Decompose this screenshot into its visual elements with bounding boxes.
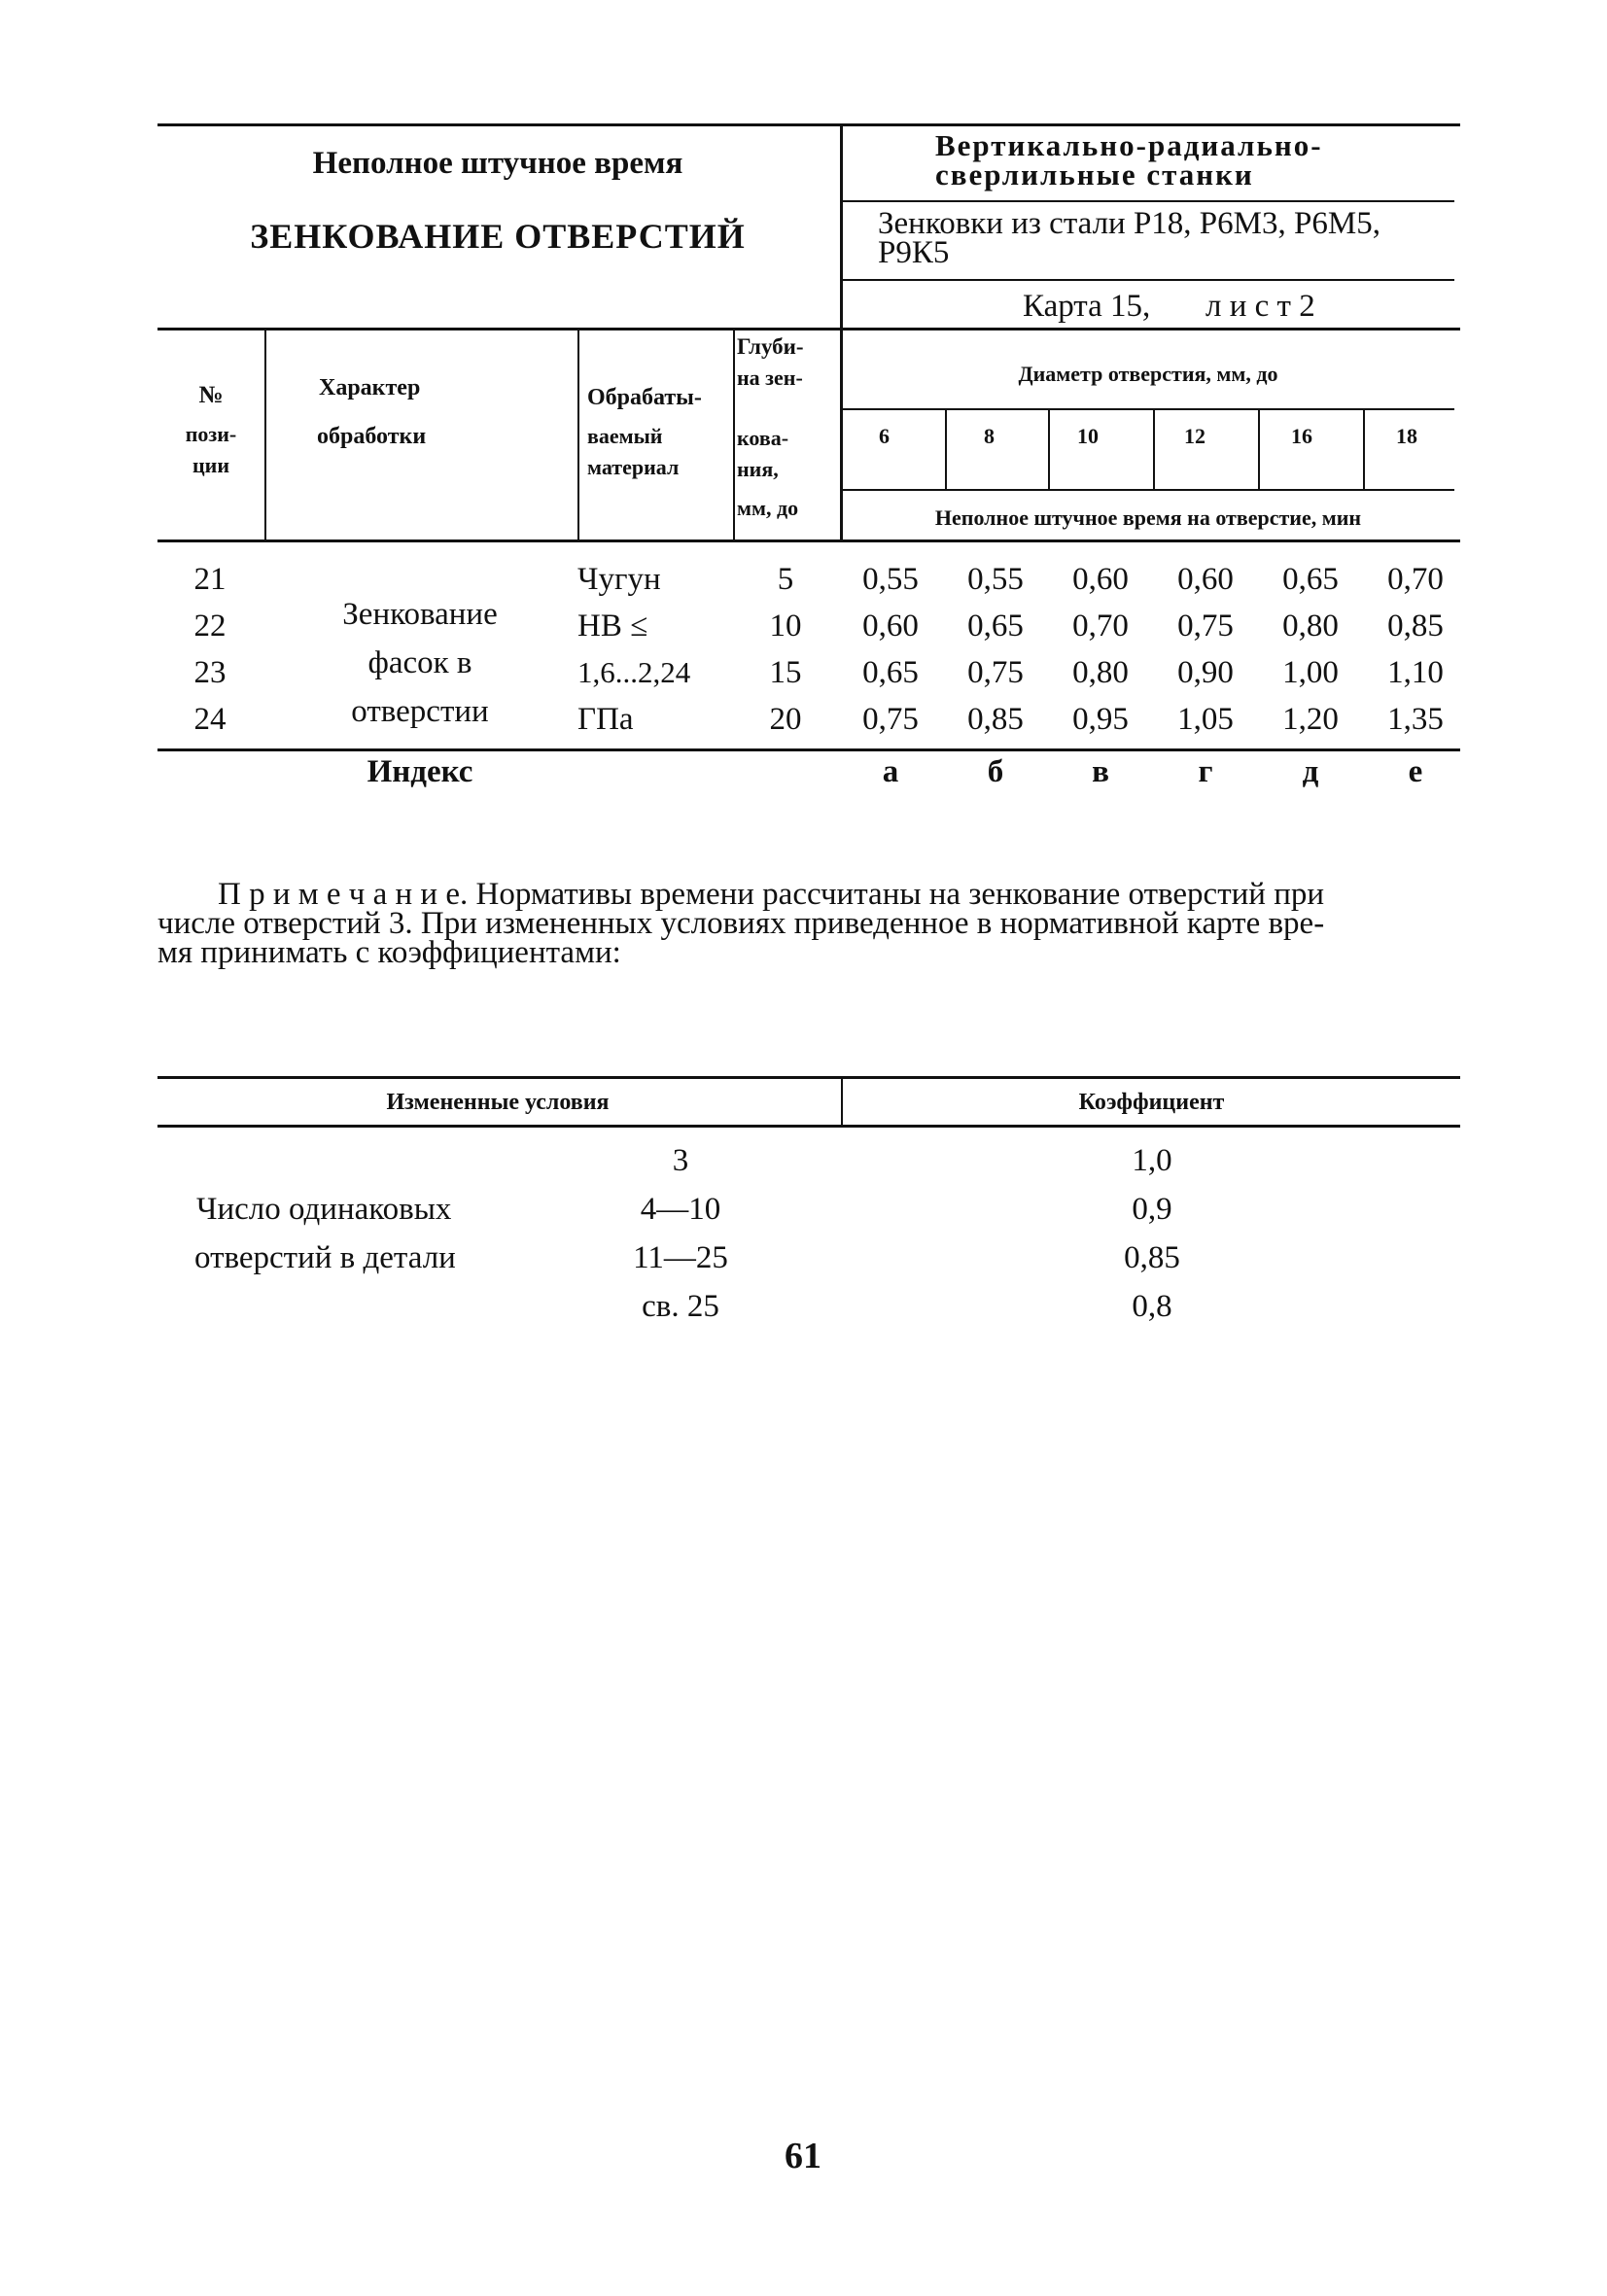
row-pos: 23 [193, 655, 227, 690]
table-cell: 0,60 [1072, 562, 1129, 597]
table-cell: 0,55 [862, 562, 919, 597]
row-depth: 10 [769, 609, 802, 644]
col-depth-5: мм, до [737, 496, 799, 520]
col-char-2: обработки [317, 424, 427, 449]
material-line-4: ГПа [577, 702, 634, 737]
coef-header-coef: Коэффициент [1078, 1090, 1225, 1115]
note-lead: П р и м е ч а н и е. [218, 877, 469, 912]
note-line-2: числе отверстий 3. При измененных условиях приведенное в нормативной карте вре- [157, 906, 1325, 941]
table-cell: 0,70 [1387, 562, 1444, 597]
card-label: Карта 15, [1023, 289, 1151, 324]
note-line-1-text: Нормативы времени рассчитаны на зенкование отверстий при [468, 877, 1325, 912]
table-cell: 0,75 [967, 655, 1024, 690]
index-cell: б [987, 754, 1004, 789]
note-paragraph [157, 877, 1480, 970]
header-right-title-1: Вертикально-радиально- [935, 128, 1323, 162]
diameter-16: 16 [1291, 424, 1312, 448]
table-cell: 0,95 [1072, 702, 1129, 737]
tool-line-2: Р9К5 [878, 235, 950, 270]
table-cell: 0,65 [862, 655, 919, 690]
row-depth: 20 [769, 702, 802, 737]
table-cell: 0,65 [1282, 562, 1339, 597]
row-pos: 24 [193, 702, 227, 737]
col-no-1: № [198, 382, 224, 408]
coef-count: св. 25 [642, 1289, 719, 1324]
table-cell: 1,20 [1282, 702, 1339, 737]
dia-sep-3 [1153, 408, 1155, 490]
diameter-6: 6 [879, 424, 890, 448]
col-line-2 [577, 328, 579, 541]
note-line-3: мя принимать с коэффициентами: [157, 935, 621, 970]
dia-sep-1 [945, 408, 947, 490]
table-cell: 1,10 [1387, 655, 1444, 690]
diameter-18: 18 [1396, 424, 1417, 448]
col-mat-3: материал [587, 455, 680, 479]
header-right-title-2: сверлильные станки [935, 157, 1254, 191]
table-cell: 0,75 [1177, 609, 1234, 644]
header-divider [840, 123, 843, 330]
diameter-header: Диаметр отверстия, мм, до [1018, 362, 1278, 386]
table-cell: 0,85 [1387, 609, 1444, 644]
tool-line-1: Зенковки из стали Р18, Р6М3, Р6М5, [878, 206, 1380, 241]
table-cell: 0,55 [967, 562, 1024, 597]
header-rule-2 [840, 279, 1454, 281]
diameter-10: 10 [1077, 424, 1099, 448]
col-depth-2: на зен- [737, 365, 803, 390]
table-header-bottom-rule [157, 539, 1460, 542]
row-pos: 22 [193, 609, 227, 644]
coef-value: 0,9 [1132, 1192, 1172, 1227]
col-char-1: Характер [319, 375, 421, 400]
row-depth: 5 [777, 562, 794, 597]
row-depth: 15 [769, 655, 802, 690]
col-line-3 [733, 328, 735, 541]
coef-value: 0,8 [1132, 1289, 1172, 1324]
diameter-12: 12 [1184, 424, 1205, 448]
col-no-2: пози- [185, 422, 237, 446]
col-mat-1: Обрабаты- [587, 385, 702, 410]
coef-value: 1,0 [1132, 1143, 1172, 1178]
time-header: Неполное штучное время на отверстие, мин [934, 505, 1362, 530]
sheet-label: л и с т 2 [1205, 289, 1315, 324]
table-cell: 1,35 [1387, 702, 1444, 737]
coef-count: 3 [672, 1143, 689, 1178]
condition-line-2: отверстий в детали [194, 1240, 456, 1275]
header-left-title: Неполное штучное время [312, 146, 683, 181]
table-cell: 0,80 [1072, 655, 1129, 690]
coef-header-rule [157, 1125, 1460, 1128]
table-cell: 0,75 [862, 702, 919, 737]
col-no-3: ции [192, 453, 230, 477]
table-cell: 0,65 [967, 609, 1024, 644]
material-line-3: 1,6...2,24 [577, 655, 691, 689]
coef-count: 11—25 [633, 1240, 728, 1275]
table-cell: 0,60 [862, 609, 919, 644]
table-top-rule [157, 328, 1460, 330]
index-cell: е [1408, 754, 1423, 789]
dia-sep-4 [1258, 408, 1260, 490]
coef-value: 0,85 [1124, 1240, 1180, 1275]
index-cell: а [882, 754, 899, 789]
coef-count: 4—10 [640, 1192, 721, 1227]
table-cell: 0,60 [1177, 562, 1234, 597]
note-line-1 [157, 877, 1480, 912]
header-left-subtitle: ЗЕНКОВАНИЕ ОТВЕРСТИЙ [250, 217, 746, 256]
table-cell: 0,90 [1177, 655, 1234, 690]
material-line-1: Чугун [577, 562, 661, 597]
index-cell: д [1302, 754, 1319, 789]
index-cell: г [1198, 754, 1213, 789]
table-cell: 0,70 [1072, 609, 1129, 644]
table-cell: 0,85 [967, 702, 1024, 737]
table-cell: 1,00 [1282, 655, 1339, 690]
coef-top-rule [157, 1076, 1460, 1079]
col-line-1 [264, 328, 266, 541]
material-line-2: НВ ≤ [577, 609, 648, 644]
page-number: 61 [785, 2136, 821, 2176]
condition-line-1: Число одинаковых [196, 1192, 452, 1227]
coef-header-conditions: Измененные условия [386, 1090, 610, 1115]
top-rule [157, 123, 1460, 126]
col-depth-1: Глуби- [737, 334, 804, 359]
table-bottom-rule [157, 748, 1460, 751]
dia-sep-2 [1048, 408, 1050, 490]
table-cell: 1,05 [1177, 702, 1234, 737]
dia-sep-5 [1363, 408, 1365, 490]
header-rule-1 [840, 200, 1454, 202]
diameter-8: 8 [984, 424, 995, 448]
operation-line-3: отверстии [351, 694, 489, 729]
operation-line-1: Зенкование [342, 597, 498, 632]
row-pos: 21 [193, 562, 227, 597]
col-mat-2: ваемый [587, 424, 663, 448]
operation-line-2: фасок в [367, 645, 472, 680]
index-cell: в [1092, 754, 1109, 789]
table-cell: 0,80 [1282, 609, 1339, 644]
index-label: Индекс [367, 754, 473, 789]
col-depth-3: кова- [737, 426, 789, 450]
col-depth-4: ния, [737, 457, 779, 481]
